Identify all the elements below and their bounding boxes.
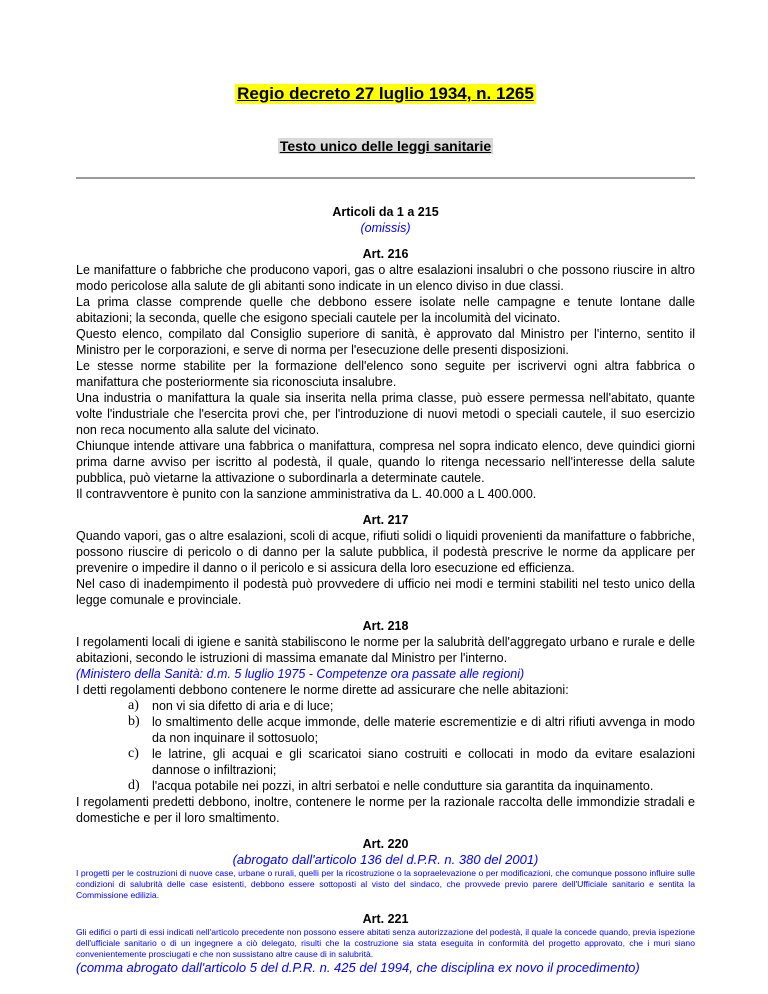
document-content: [76, 204, 695, 976]
list-item-text: non vi sia difetto di aria e di luce;: [152, 699, 334, 713]
art-221-text: Gli edifici o parti di essi indicati nell'articolo precedente non possono essere abitati senza autorizzazione del podestà, il quale la concede quando, previa ispezione dell'ufficiale sanitario o di un ingegnere a ciò delegato, risulti che la costruzione sia stata eseguita in conformità del progetto approvato, che i muri siano convenientemente prosciugati e che non sussistano altre cause di in salubrità.: [76, 927, 695, 959]
horizontal-rule: [76, 177, 695, 179]
art-221-note: (comma abrogato dall'articolo 5 del d.P.R. n. 425 del 1994, che disciplina ex novo il procedimento): [76, 960, 640, 975]
list-item-label: a): [128, 698, 139, 713]
art-218-paragraph: I regolamenti locali di igiene e sanità stabiliscono le norme per la salubrità dell'aggregato urbano e rurale e delle abitazioni, secondo le istruzioni di massima emanate dal Ministro per l'interno.: [76, 635, 695, 665]
art-221-heading: Art. 221: [362, 912, 409, 926]
list-item-label: c): [128, 746, 139, 761]
list-item-label: d): [128, 778, 140, 793]
art-218-heading: Art. 218: [362, 619, 409, 633]
list-item: [128, 778, 695, 794]
list-item: [128, 746, 695, 778]
art-216-paragraph: Questo elenco, compilato dal Consiglio superiore di sanità, è approvato dal Ministro per l'interno, sentito il Ministro per le corporazioni, e serve di norma per l'esecuzione delle presenti disposizioni.: [76, 327, 695, 357]
art-220-text: I progetti per le costruzioni di nuove case, urbane o rurali, quelli per la ricostruzione o la sopraelevazione o per modificazioni, che comunque possono influire sulle condizioni di salubrità delle case esistenti, debbono essere sottoposti al visto del sindaco, che provvede previo parere dell'Ufficiale sanitario e sentita la Commissione edilizia.: [76, 868, 695, 900]
art-217-paragraph: Quando vapori, gas o altre esalazioni, scoli di acque, rifiuti solidi o liquidi provenienti da manifatture o fabbriche, possono riuscire di pericolo o di danno per la salute pubblica, il podestà prescrive le norme da applicare per prevenire o impedire il danno o il pericolo e si assicura della loro esecuzione ed efficienza.: [76, 529, 695, 575]
art-216-paragraph: Le manifatture o fabbriche che producono vapori, gas o altre esalazioni insalubri o che possono riuscire in altro modo pericolose alla salute de gli abitanti sono indicate in un elenco diviso in due classi.: [76, 263, 695, 293]
art-220-note: (abrogato dall'articolo 136 del d.P.R. n. 380 del 2001): [232, 852, 539, 867]
list-item-text: lo smaltimento delle acque immonde, delle materie escrementizie e di altri rifiuti avvenga in modo da non inquinare il sottosuolo;: [152, 715, 695, 745]
art-220-heading: Art. 220: [362, 837, 409, 851]
document-title: Regio decreto 27 luglio 1934, n. 1265: [237, 84, 534, 103]
art-218-paragraph: I regolamenti predetti debbono, inoltre, contenere le norme per la razionale raccolta delle immondizie stradali e domestiche e per il loro smaltimento.: [76, 795, 695, 825]
list-item: [128, 714, 695, 746]
art-216-paragraph: Chiunque intende attivare una fabbrica o manifattura, compresa nel sopra indicato elenco, deve quindici giorni prima darne avviso per iscritto al podestà, il quale, quando lo ritenga necessario nell'interesse della salute pubblica, può vietarne la attivazione o subordinarla a determinate cautele.: [76, 439, 695, 485]
art-216-paragraph: Le stesse norme stabilite per la formazione dell'elenco sono seguite per iscrivervi ogni altra fabbrica o manifattura che posteriormente sia riconosciuta insalubre.: [76, 359, 695, 389]
intro-heading: Articoli da 1 a 215: [332, 205, 439, 219]
art-216-paragraph: La prima classe comprende quelle che debbono essere isolate nelle campagne e tenute lontane dalle abitazioni; la seconda, quelle che esigono speciali cautele per la incolumità del vicinato.: [76, 295, 695, 325]
intro-note: (omissis): [360, 221, 411, 235]
subtitle-wrap: [76, 138, 695, 156]
art-218-paragraph: I detti regolamenti debbono contenere le norme dirette ad assicurare che nelle abitazioni:: [76, 683, 569, 697]
list-item-text: l'acqua potabile nei pozzi, in altri serbatoi e nelle condutture sia garantita da inquinamento.: [152, 779, 654, 793]
art-218-note: (Ministero della Sanità: d.m. 5 luglio 1975 - Competenze ora passate alle regioni): [76, 667, 525, 681]
art-216-heading: Art. 216: [362, 247, 409, 261]
art-218-list: [128, 698, 695, 794]
art-217-paragraph: Nel caso di inadempimento il podestà può provvedere di ufficio nei modi e termini stabiliti nel testo unico della legge comunale e provinciale.: [76, 577, 695, 607]
art-217-heading: Art. 217: [362, 513, 409, 527]
list-item-text: le latrine, gli acquai e gli scaricatoi siano costruiti e collocati in modo da evitare esalazioni dannose o infiltrazioni;: [152, 747, 695, 777]
art-216-paragraph: Il contravventore è punito con la sanzione amministrativa da L. 40.000 a L 400.000.: [76, 487, 537, 501]
title-wrap: [76, 84, 695, 104]
document-subtitle: Testo unico delle leggi sanitarie: [279, 138, 492, 154]
list-item-label: b): [128, 714, 140, 729]
list-item: [128, 698, 695, 714]
art-216-paragraph: Una industria o manifattura la quale sia inserita nella prima classe, può essere permessa nell'abitato, quante volte l'industriale che l'esercita provi che, per l'introduzione di nuovi metodi o speciali cautele, il suo esercizio non reca nocumento alla salute del vicinato.: [76, 391, 695, 437]
